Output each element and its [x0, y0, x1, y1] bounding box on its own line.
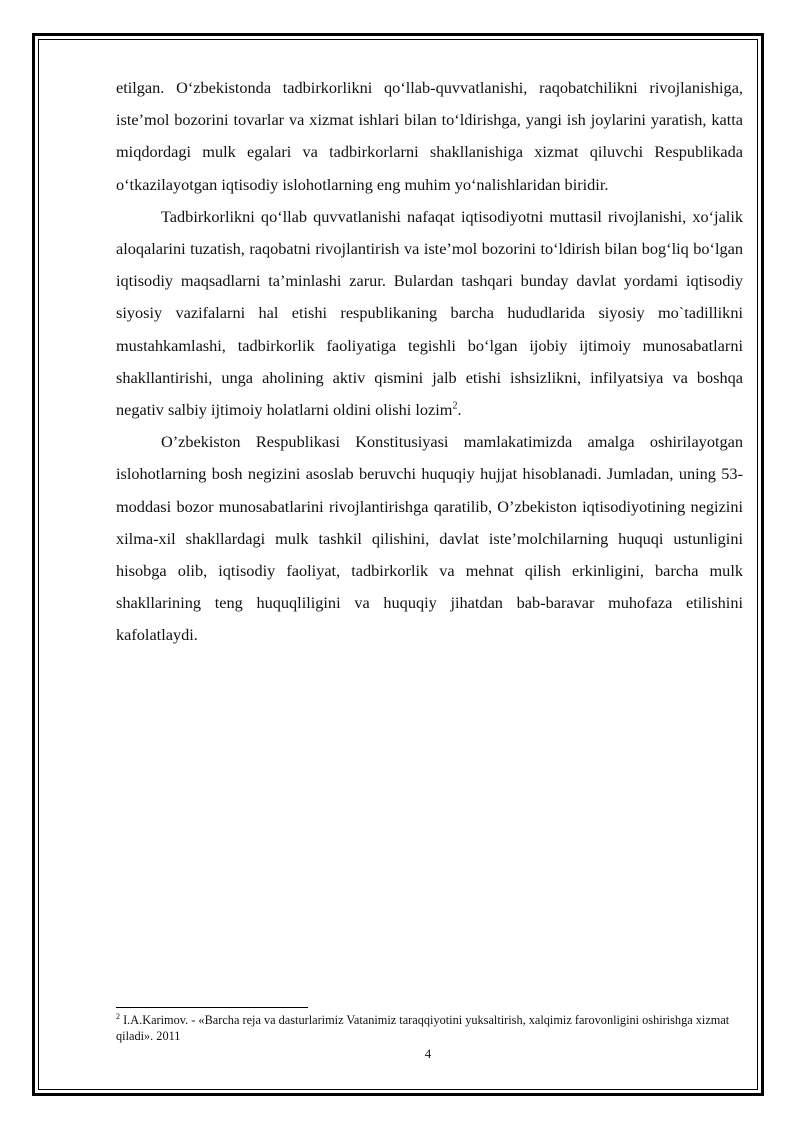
paragraph-3: O’zbekiston Respublikasi Konstitusiyasi mamlakatimizda amalga oshirilayotgan islohotlarning bosh negizini asoslab beruvchi huquqiy hujjat hisoblanadi. Jumladan, uning 53-moddasi bozor munosabatlarini rivojlantirishga qaratilib, O’zbekiston iqtisodiyotining negizini xilma-xil shakllardagi mulk tashkil qilishini, davlat iste’molchilarning huquqi ustunligini hisobga olib, iqtisodiy faoliyat, tadbirkorlik va mehnat qilish erkinligini, barcha mulk shakllarining teng huquqliligini va huquqiy jihatdan bab-baravar muhofaza etilishini kafolatlaydi.	[116, 432, 743, 645]
footnote-separator	[116, 1007, 308, 1008]
footnote-reference[interactable]: 2	[452, 400, 458, 412]
body-text	[116, 72, 743, 652]
footnote	[116, 1012, 743, 1044]
paragraph-2-text: Tadbirkorlikni qo‘llab quvvatlanishi nafaqat iqtisodiyotni muttasil rivojlanishi, xo‘jalik aloqalarini tuzatish, raqobatni rivojlantirish va iste’mol bozorini to‘ldirish bilan bog‘liq bo‘lgan iqtisodiy maqsadlarni ta’minlashi zarur. Bulardan tashqari bunday davlat yordami iqtisodiy siyosiy vazifalarni hal etishi respublikaning barcha hududlarida siyosiy mo`tadillikni mustahkamlashi, tadbirkorlik faoliyatiga tegishli bo‘lgan ijobiy ijtimoiy munosabatlarni shakllantirishi, unga aholining aktiv qismini jalb etishi ishsizlikni, infilyatsiya va boshqa negativ salbiy ijtimoiy holatlarni oldini olishi lozim	[116, 206, 743, 420]
paragraph-2-period: .	[457, 400, 462, 420]
paragraph-2	[116, 201, 743, 426]
paragraph-1: etilgan. O‘zbekistonda tadbirkorlikni qo‘llab-quvvatlanishi, raqobatchilikni rivojlanishiga, iste’mol bozorini tovarlar va xizmat ishlari bilan to‘ldirishga, yangi ish joylarini yaratish, katta miqdordagi mulk egalari va tadbirkorlarni shakllanishiga xizmat qiluvchi Respublikada o‘tkazilayotgan iqtisodiy islohotlarning eng muhim yo‘nalishlaridan biridir.	[116, 78, 743, 194]
footnote-marker: 2	[116, 1011, 120, 1021]
footnote-text: I.A.Karimov. - «Barcha reja va dasturlarimiz Vatanimiz taraqqiyotini yuksaltirish, xalqimiz farovonligini oshirishga xizmat qiladi». 2011	[116, 1013, 730, 1043]
page-number: 4	[424, 1046, 432, 1061]
